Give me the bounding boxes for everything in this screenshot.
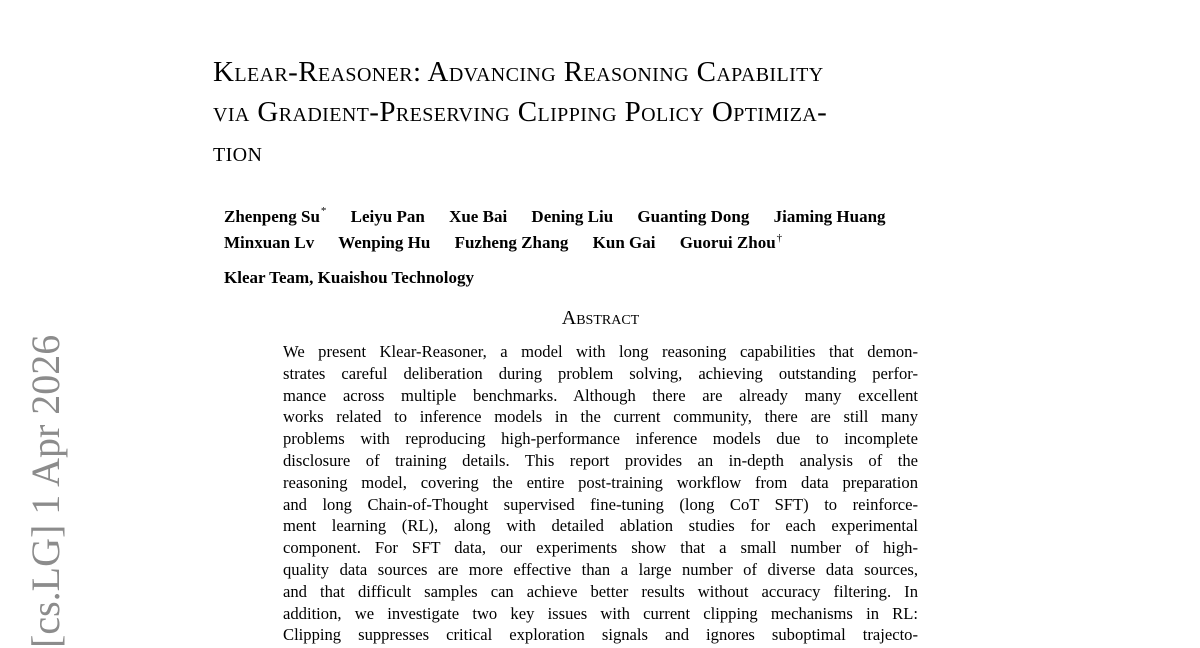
arxiv-stamp: [cs.LG] 1 Apr 2026 xyxy=(23,334,68,648)
title-line-2: via Gradient-Preserving Clipping Policy Optimiza- xyxy=(213,96,828,128)
author: Xue Bai xyxy=(449,206,508,226)
abstract-line: mance across multiple benchmarks. Although there are already many excellent xyxy=(283,385,918,405)
abstract-line: and that difficult samples can achieve better results without accuracy filtering. In xyxy=(283,581,918,601)
abstract-line: works related to inference models in the current community, there are still many xyxy=(283,407,918,427)
title-line-3: tion xyxy=(213,136,263,168)
title-line-1: Klear-Reasoner: Advancing Reasoning Capability xyxy=(213,56,824,88)
author: Jiaming Huang xyxy=(773,206,886,226)
author: Dening Liu xyxy=(531,206,614,226)
abstract-line: ment learning (RL), along with detailed ablation studies for each experimental xyxy=(283,516,918,536)
abstract-line: We present Klear-Reasoner, a model with long reasoning capabilities that demon- xyxy=(283,342,918,361)
abstract-line: quality data sources are more effective than a large number of diverse data sources, xyxy=(283,559,918,579)
author: Leiyu Pan xyxy=(350,206,425,226)
author: Zhenpeng Su* xyxy=(224,205,327,226)
abstract-line: addition, we investigate two key issues with current clipping mechanisms in RL: xyxy=(283,603,918,623)
abstract-line: Clipping suppresses critical exploration signals and ignores suboptimal trajecto- xyxy=(283,625,918,645)
paper-title xyxy=(213,52,993,172)
abstract-line: and long Chain-of-Thought supervised fine-tuning (long CoT SFT) to reinforce- xyxy=(283,494,918,514)
author-list xyxy=(224,201,984,254)
author: Guorui Zhou† xyxy=(679,231,783,253)
author: Kun Gai xyxy=(592,233,656,253)
author: Fuzheng Zhang xyxy=(454,233,569,253)
author: Guanting Dong xyxy=(637,206,750,226)
abstract-line: problems with reproducing high-performance inference models due to incomplete xyxy=(283,429,918,449)
abstract-line: disclosure of training details. This report provides an in-depth analysis of the xyxy=(283,450,918,470)
author: Minxuan Lv xyxy=(224,233,315,253)
author: Wenping Hu xyxy=(338,233,431,253)
abstract-line: component. For SFT data, our experiments show that a small number of high- xyxy=(283,538,918,558)
abstract-heading: Abstract xyxy=(561,307,640,329)
abstract-body xyxy=(283,341,918,646)
abstract-line: reasoning model, covering the entire post-training workflow from data preparation xyxy=(283,472,918,492)
author-row-2 xyxy=(224,228,984,255)
abstract-line: strates careful deliberation during problem solving, achieving outstanding perfor- xyxy=(283,363,918,383)
affiliation: Klear Team, Kuaishou Technology xyxy=(224,268,475,287)
author-row-1 xyxy=(224,201,984,228)
